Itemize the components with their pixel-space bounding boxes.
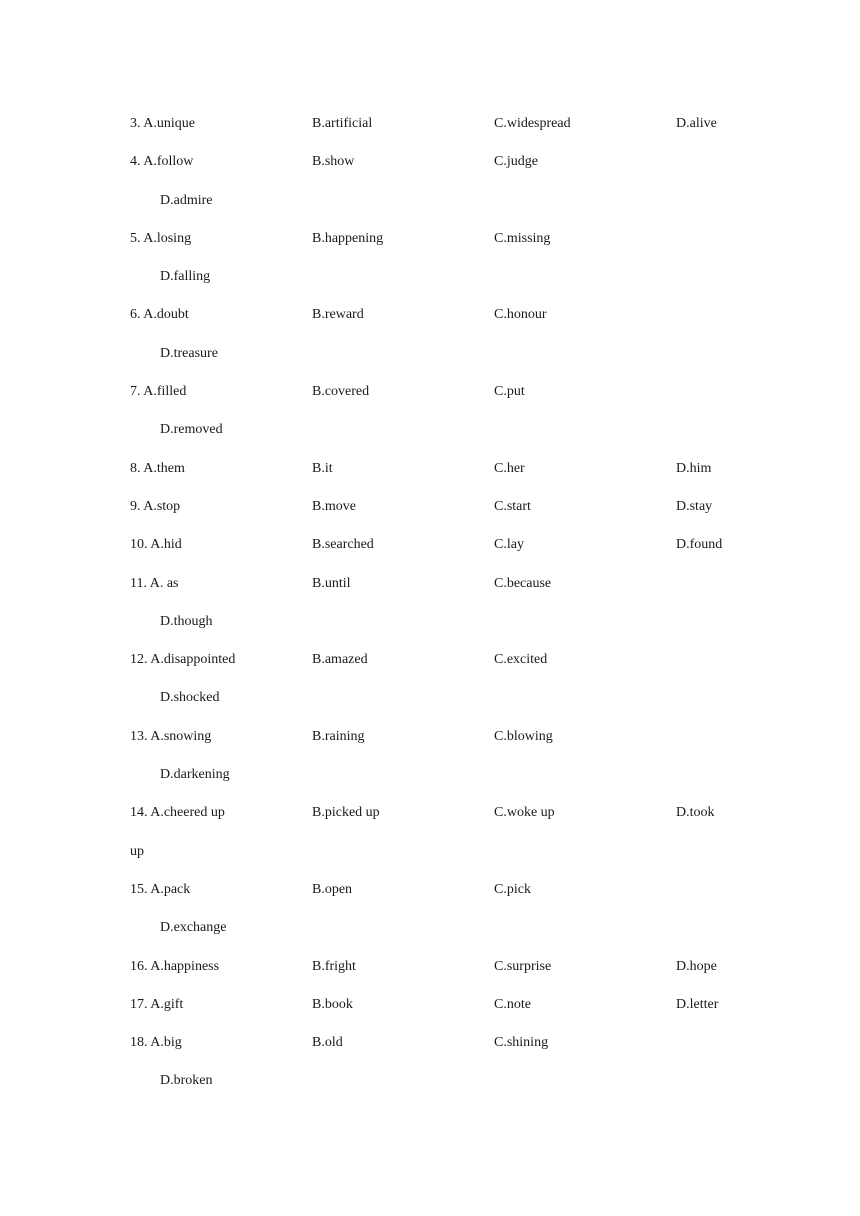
option-b: B.reward <box>312 307 364 323</box>
option-a: 14. A.cheered up <box>130 805 225 821</box>
option-c: C.because <box>494 575 552 591</box>
option-b: B.raining <box>312 728 365 744</box>
option-b: B.artificial <box>312 116 373 131</box>
option-b: B.move <box>312 498 356 514</box>
question-row <box>130 574 770 612</box>
question-row-continuation <box>130 344 770 382</box>
option-d: D.letter <box>676 996 719 1012</box>
option-b: B.happening <box>312 230 384 246</box>
option-d: D.took <box>676 805 715 821</box>
question-row <box>130 650 770 688</box>
option-a: 12. A.disappointed <box>130 652 236 668</box>
option-c: C.woke up <box>494 805 555 821</box>
option-c: C.judge <box>494 154 538 170</box>
question-row <box>130 995 770 1033</box>
answer-options-list <box>130 114 770 1110</box>
question-row <box>130 880 770 918</box>
question-row-continuation <box>130 1071 770 1109</box>
question-row <box>130 803 770 841</box>
question-row <box>130 459 770 497</box>
question-row <box>130 114 770 152</box>
option-c: C.honour <box>494 307 547 323</box>
option-a: 13. A.snowing <box>130 728 212 744</box>
option-c: C.shining <box>494 1035 549 1051</box>
option-d: D.removed <box>160 422 223 438</box>
question-row <box>130 535 770 573</box>
option-c: C.surprise <box>494 958 552 974</box>
option-a: 8. A.them <box>130 460 185 476</box>
question-row-continuation <box>130 191 770 229</box>
option-d: D.found <box>676 537 723 553</box>
option-a: 15. A.pack <box>130 881 191 897</box>
option-a: 17. A.gift <box>130 996 184 1012</box>
option-d: D.darkening <box>160 767 230 783</box>
question-row <box>130 497 770 535</box>
option-c: C.note <box>494 996 531 1012</box>
option-d: D.though <box>160 613 213 629</box>
option-b: B.old <box>312 1035 343 1051</box>
option-a: 16. A.happiness <box>130 958 220 974</box>
option-d: D.exchange <box>160 920 227 936</box>
option-d: D.shocked <box>160 690 220 706</box>
question-row-continuation <box>130 267 770 305</box>
option-d: D.him <box>676 460 712 476</box>
option-c: C.her <box>494 460 525 476</box>
option-c: C.pick <box>494 881 531 897</box>
option-c: C.missing <box>494 230 551 246</box>
option-b: B.fright <box>312 958 356 974</box>
option-d: D.treasure <box>160 345 218 361</box>
option-d-wrapped-text: up <box>130 843 144 859</box>
option-d: D.broken <box>160 1073 213 1089</box>
option-d: D.admire <box>160 192 213 208</box>
option-b: B.book <box>312 996 353 1012</box>
option-c: C.widespread <box>494 116 571 131</box>
option-c: C.excited <box>494 652 548 668</box>
option-d: D.hope <box>676 958 717 974</box>
question-row <box>130 305 770 343</box>
option-a: 6. A.doubt <box>130 307 189 323</box>
option-c: C.put <box>494 384 525 400</box>
option-b: B.it <box>312 460 333 476</box>
option-c: C.start <box>494 498 531 514</box>
question-row <box>130 152 770 190</box>
option-d: D.stay <box>676 498 713 514</box>
option-b: B.show <box>312 154 355 170</box>
option-b: B.picked up <box>312 805 380 821</box>
question-row-continuation <box>130 842 770 880</box>
question-row-continuation <box>130 612 770 650</box>
option-d: D.falling <box>160 269 211 285</box>
option-b: B.until <box>312 575 351 591</box>
question-row <box>130 957 770 995</box>
option-b: B.amazed <box>312 652 368 668</box>
option-b: B.searched <box>312 537 374 553</box>
question-row-continuation <box>130 918 770 956</box>
option-a: 9. A.stop <box>130 498 181 514</box>
option-a: 10. A.hid <box>130 537 182 553</box>
option-a: 4. A.follow <box>130 154 194 170</box>
question-row-continuation <box>130 765 770 803</box>
question-row-continuation <box>130 420 770 458</box>
question-row <box>130 229 770 267</box>
option-a: 11. A. as <box>130 575 179 591</box>
option-c: C.blowing <box>494 728 553 744</box>
option-b: B.covered <box>312 384 370 400</box>
option-c: C.lay <box>494 537 524 553</box>
question-row <box>130 727 770 765</box>
option-a: 7. A.filled <box>130 384 187 400</box>
option-b: B.open <box>312 881 353 897</box>
option-a: 18. A.big <box>130 1035 182 1051</box>
option-a: 5. A.losing <box>130 230 192 246</box>
question-row <box>130 1033 770 1071</box>
option-d: D.alive <box>676 116 717 131</box>
option-a: 3. A.unique <box>130 116 195 131</box>
question-row <box>130 382 770 420</box>
question-row-continuation <box>130 688 770 726</box>
